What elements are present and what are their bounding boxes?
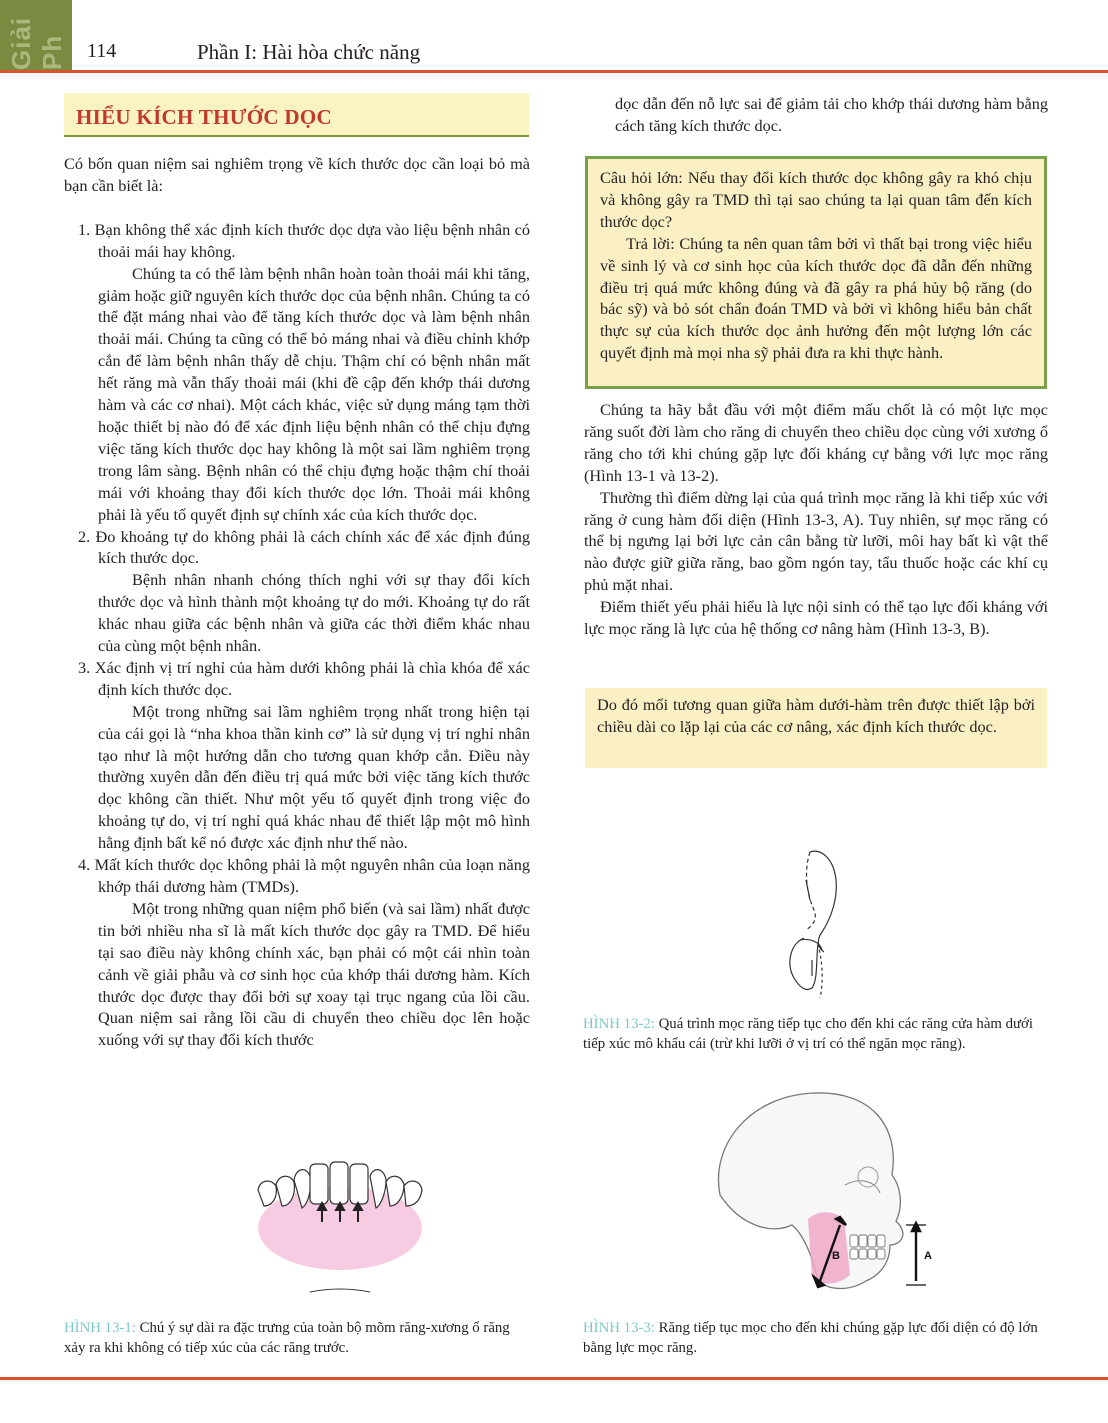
upper-incisor-outline [810,851,836,952]
item-4-body: Một trong những quan niệm phổ biến (và sai lầm) nhất được tin bởi nhiều nha sĩ là mất kích thước dọc gây ra TMD. Để hiểu tại sao điều này không chính xác, bạn phải có một cái nhìn toàn cảnh về giải phẫu và cơ sinh học của khớp thái dương hàm. Kích thước dọc được thay đổi bởi sự xoay tại trục ngang của lồi cầu. Quan niệm sai rằng lồi cầu di chuyển theo chiều dọc lên hoặc xuống với sự thay đổi kích thước [98,898,530,1050]
continuation-text: dọc dẫn đến nỗ lực sai để giảm tải cho khớp thái dương hàm bằng cách tăng kích thước dọc. [615,94,1048,135]
lower-incisor-root [818,944,822,998]
tooth-9 [404,1181,422,1206]
side-tab-text: Giải Ph [6,16,67,70]
body-paragraph-3: Điểm thiết yếu phải hiểu là lực nội sinh có thể tạo lực đối kháng với lực mọc răng là lực của hệ thống cơ nâng hàm (Hình 13-3, B). [584,597,1048,639]
note-text: Do đó mối tương quan giữa hàm dưới-hàm trên được thiết lập bởi chiều dài co lặp lại của các cơ nâng, xác định kích thước dọc. [597,695,1035,736]
upper-incisor-root [806,852,815,930]
figure-13-2-label: HÌNH 13-2: [583,1016,655,1032]
chin-line [310,1289,370,1292]
figure-13-2-caption [583,1014,1053,1054]
question-text: Câu hỏi lớn: Nếu thay đổi kích thước dọc không gây ra khó chịu và không gây ra TMD thì tại sao chúng ta lại quan tâm đến kích thước dọc? [600,168,1032,231]
note-box [585,688,1047,768]
left-column [64,153,530,1051]
item-1-title: 1. Bạn không thể xác định kích thước dọc dựa vào liệu bệnh nhân có thoải mái hay không. [78,219,530,261]
right-body [584,399,1048,640]
section-heading [64,93,529,137]
top-rule [0,70,1108,73]
item-2-title: 2. Đo khoảng tự do không phải là cách chính xác để xác định đúng kích thước dọc. [78,526,530,568]
answer-text: Trả lời: Chúng ta nên quan tâm bởi vì thất bại trong việc hiểu về sinh lý và cơ sinh học của kích thước dọc đã dẫn đến những điều trị quá mức không đúng và đã gây ra phá hủy bộ răng (do bác sỹ) và bỏ sót chẩn đoán TMD và bởi vì không hiểu bản chất thực sự của kích thước dọc ảnh hưởng đến một lượng lớn các quyết định mà mọi nha sỹ phải đưa ra khi thực hành. [600,233,1032,363]
figure-13-1-illustration [250,1150,430,1300]
body-paragraph-1: Chúng ta hãy bắt đầu với một điểm mấu chốt là có một lực mọc răng suốt đời làm cho răng di chuyển theo chiều dọc cùng với xương ổ răng cho tới khi chúng gặp lực đối kháng cự bằng với lực mọc răng (Hình 13-1 và 13-2). [584,400,1048,485]
marker-b: B [832,1250,840,1262]
item-2-body: Bệnh nhân nhanh chóng thích nghi với sự thay đổi kích thước dọc và hình thành một khoảng tự do mới. Khoảng tự do rất khác nhau giữa các bệnh nhân và giữa các thời điểm khác nhau của cùng một bệnh nhân. [98,570,530,656]
lower-incisor-outline [790,938,818,990]
tooth-5 [330,1162,348,1204]
figure-13-3-illustration [700,1085,950,1305]
tooth-1 [258,1181,276,1206]
side-tab [0,0,72,70]
figure-13-3-text: Răng tiếp tục mọc cho đến khi chúng gặp lực đối diện có độ lớn bằng lực mọc răng. [583,1320,1038,1356]
figure-13-1-label: HÌNH 13-1: [64,1320,136,1336]
figure-13-1-caption [64,1318,534,1358]
item-1-body: Chúng ta có thể làm bệnh nhân hoàn toàn thoải mái khi tăng, giảm hoặc giữ nguyên kích thước dọc của bệnh nhân. Chúng ta có thể đặt máng nhai vào để tăng kích thước dọc và làm bệnh nhân thoải mái. Chúng ta cũng có thể bỏ máng nhai và điều chỉnh khớp cắn để làm bệnh nhân thấy dễ chịu. Thậm chí có bệnh nhân mất hết răng mà vẫn thấy thoải mái (khi đề cập đến khớp thái dương hàm và các cơ nhai). Một cách khác, việc sử dụng máng tạm thời hoặc thiết bị nào đó để xác định liệu bệnh nhân có thể chịu đựng việc tăng kích thước dọc hay không là một sai lầm nghiêm trọng trong lâm sàng. Bệnh nhân có thể chịu đựng hoặc thậm chí thoải mái với khoảng thay đổi kích thước dọc lớn. Thoải mái không phải là yếu tố quyết định sự chính xác của kích thước dọc. [98,263,530,524]
item-3-body: Một trong những sai lầm nghiêm trọng nhất trong hiện tại của cái gọi là “nha khoa thần kinh cơ” là sử dụng vị trí nghỉ nhân tạo như là một hướng dẫn cho tương quan khớp cắn. Điều này thường xuyên dẫn đến điều trị quá mức bởi việc tăng kích thước dọc không cần thiết. Như một yếu tố quyết định trong việc đo khoảng tự do, vị trí nghỉ quá khác nhau để thiết lập một mô hình hằng định bất kể nó được xác định như thế nào. [98,701,530,853]
bottom-rule [0,1377,1108,1380]
page-number: 114 [87,40,117,62]
item-3-title: 3. Xác định vị trí nghỉ của hàm dưới không phải là chìa khóa để xác định kích thước dọc. [78,657,530,699]
item-4-title: 4. Mất kích thước dọc không phải là một nguyên nhân của loạn năng khớp thái dương hàm (TMDs). [78,855,530,896]
figure-13-2-text: Quá trình mọc răng tiếp tục cho đến khi các răng cửa hàm dưới tiếp xúc mô khẩu cái (trừ khi lưỡi ở vị trí có thể ngăn mọc răng). [583,1016,1033,1052]
section-heading-text: HIỂU KÍCH THƯỚC DỌC [76,105,332,129]
figure-13-3-caption [583,1318,1053,1358]
figure-13-1-text: Chú ý sự dài ra đặc trưng của toàn bộ mõm răng-xương ổ răng xảy ra khi không có tiếp xúc của các răng trước. [64,1320,510,1356]
figure-13-2-illustration [760,840,880,1010]
figure-13-3-label: HÌNH 13-3: [583,1320,655,1336]
marker-a: A [924,1250,932,1262]
tooth-6 [350,1164,368,1204]
question-box [585,156,1047,389]
tooth-4 [310,1164,328,1204]
continuation-paragraph [584,93,1048,137]
body-paragraph-2: Thường thì điểm dừng lại của quá trình mọc răng là khi tiếp xúc với răng ở cung hàm đối diện (Hình 13-3, A). Tuy nhiên, sự mọc răng có thể bị ngưng lại bởi lực cản cân bằng từ lưỡi, môi hay bất kì vật thể nào được giữ giữa răng, bao gồm ngón tay, tẩu thuốc hoặc các khí cụ phủ mặt nhai. [584,487,1048,595]
intro-paragraph: Có bốn quan niệm sai nghiêm trọng về kích thước dọc cần loại bỏ mà bạn cần biết là: [64,154,530,195]
running-head: Phần I: Hài hòa chức năng [197,40,421,64]
